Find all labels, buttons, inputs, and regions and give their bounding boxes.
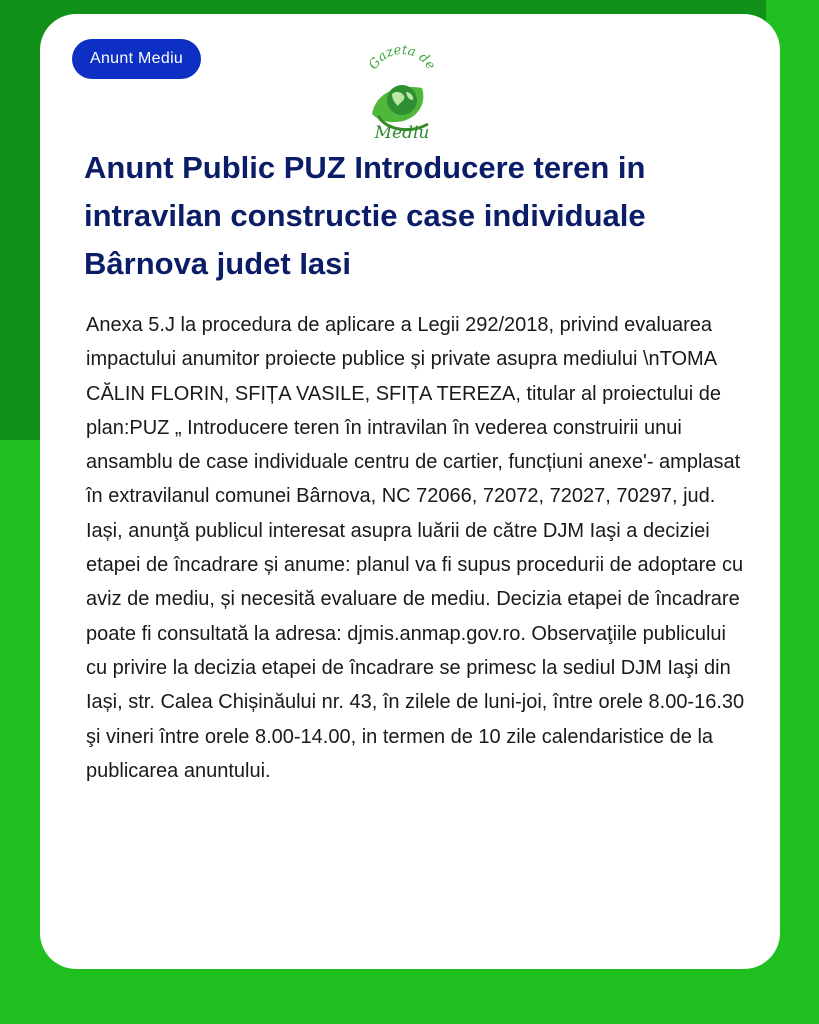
gazeta-de-mediu-logo	[358, 44, 446, 144]
category-badge[interactable]: Anunt Mediu	[72, 39, 201, 79]
announcement-body: Anexa 5.J la procedura de aplicare a Legii 292/2018, privind evaluarea impactului anumitor proiecte publice și private asupra mediului \nTOMA CĂLIN FLORIN, SFIȚA VASILE, SFIȚA TEREZA, titular al proiectului de plan:PUZ „ Introducere teren în intravilan în vederea construirii unui ansamblu de case individuale centru de cartier, funcțiuni anexe'- amplasat în extravilanul comunei Bârnova, NC 72066, 72072, 72027, 70297, jud. Iași, anunţă publicul interesat asupra luării de către DJM Iaşi a deciziei etapei de încadrare și anume: planul va fi supus procedurii de adoptare cu aviz de mediu, și necesită evaluare de mediu. Decizia etapei de încadrare poate fi consultată la adresa: djmis.anmap.gov.ro. Observaţiile publicului cu privire la decizia etapei de încadrare se primesc la sediul DJM Iaşi din Iași, str. Calea Chișinăului nr. 43, în zilele de luni-joi, între orele 8.00-16.30 şi vineri între orele 8.00-14.00, in termen de 10 zile calendaristice de la publicarea anuntului.	[86, 314, 745, 782]
logo-text-bottom: Mediu	[374, 123, 430, 143]
page-title: Anunt Public PUZ Introducere teren in intravilan constructie case individuale Bârnova judet Iasi	[84, 150, 646, 281]
logo-text-top: Gazeta de	[366, 44, 439, 73]
announcement-card	[40, 14, 780, 969]
